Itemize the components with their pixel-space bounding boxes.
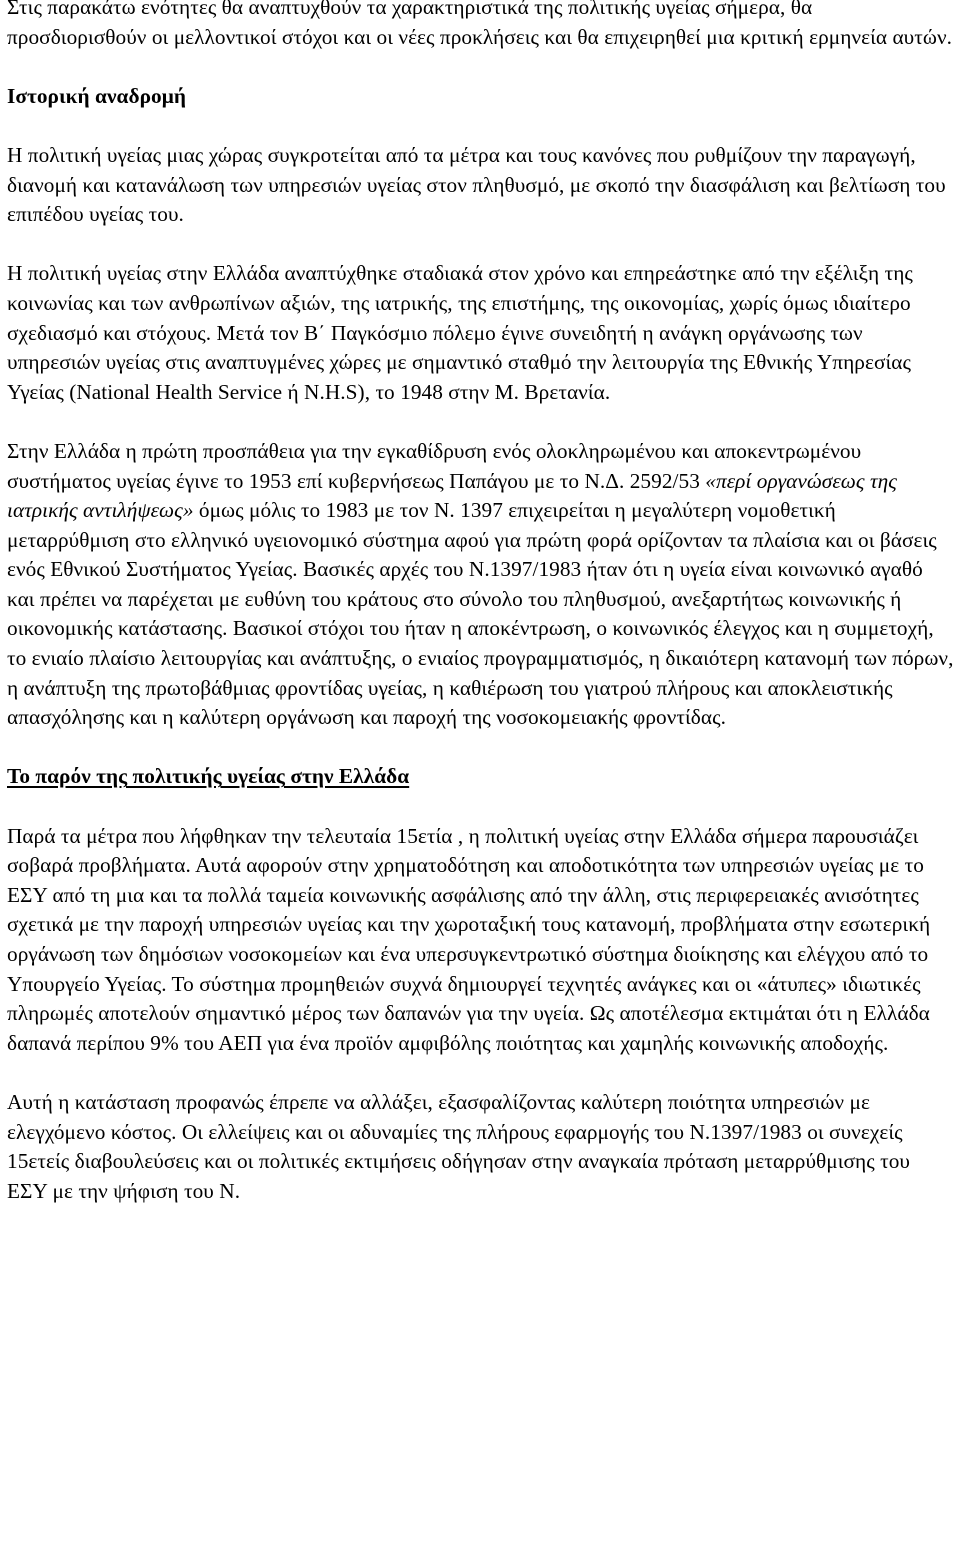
history-paragraph-3-part-a: Στην Ελλάδα η πρώτη προσπάθεια για την εγκαθίδρυση ενός ολοκληρωμένου και αποκεντρωμένου συστήματος υγείας έγινε το 1953 επί κυβερνήσεως Παπάγου με το Ν.Δ. 2592/53 (7, 438, 862, 493)
history-paragraph-2: Η πολιτική υγείας στην Ελλάδα αναπτύχθηκε σταδιακά στον χρόνο και επηρεάστηκε από την εξέλιξη της κοινωνίας και των ανθρωπίνων αξιών, της ιατρικής, της επιστήμης, της οικονομίας, χωρίς όμως ιδιαίτερο σχεδιασμό και στόχους. Μετά τον Β΄ Παγκόσμιο πόλεμο έγινε συνειδητή η ανάγκη οργάνωσης των υπηρεσιών υγείας στις αναπτυγμένες χώρες με σημαντικό σταθμό την λειτουργία της Εθνικής Υπηρεσίας Υγείας (National Health Service ή N.H.S), το 1948 στην Μ. Βρετανία. (7, 261, 913, 404)
present-paragraph-2: Αυτή η κατάσταση προφανώς έπρεπε να αλλάξει, εξασφαλίζοντας καλύτερη ποιότητα υπηρεσιών με ελεγχόμενο κόστος. Οι ελλείψεις και οι αδυναμίες της πλήρους εφαρμογής του Ν.1397/1983 οι συνεχείς 15ετείς διαβουλεύσεις και οι πολιτικές εκτιμήσεις οδήγησαν στην αναγκαία πρόταση μεταρρύθμισης του ΕΣΥ με την ψήφιση του Ν. (7, 1089, 911, 1203)
present-paragraph-1: Παρά τα μέτρα που λήφθηκαν την τελευταία 15ετία , η πολιτική υγείας στην Ελλάδα σήμερα παρουσιάζει σοβαρά προβλήματα. Αυτά αφορούν στην χρηματοδότηση και αποδοτικότητα των υπηρεσιών υγείας με το ΕΣΥ από τη μια και τα πολλά ταμεία κοινωνικής ασφάλισης από την άλλη, στις περιφερειακές ανισότητες σχετικά με την παροχή υπηρεσιών υγείας και την χωροταξική τους κατανομή, προβλήματα στην εσωτερική οργάνωση των δημόσιων νοσοκομείων και ένα υπερσυγκεντρωτικό σύστημα διοίκησης και ελέγχου από το Υπουργείο Υγείας. Το σύστημα προμηθειών συχνά δημιουργεί τεχνητές ανάγκες και οι «άτυπες» ιδιωτικές πληρωμές αποτελούν σημαντικό μέρος των δαπανών για την υγεία. Ως αποτέλεσμα εκτιμάται ότι η Ελλάδα δαπανά περίπου 9% του ΑΕΠ για ένα προϊόν αμφιβόλης ποιότητας και χαμηλής κοινωνικής αποδοχής. (7, 823, 931, 1055)
section-heading-history: Ιστορική αναδρομή (7, 83, 186, 108)
law-title-italic: «περί οργανώσεως της ιατρικής αντιλήψεως» (7, 468, 897, 523)
section-heading-present: Το παρόν της πολιτικής υγείας στην Ελλάδα (7, 764, 410, 789)
history-paragraph-1: Η πολιτική υγείας μιας χώρας συγκροτείται από τα μέτρα και τους κανόνες που ρυθμίζουν την παραγωγή, διανομή και κατανάλωση των υπηρεσιών υγείας στον πληθυσμό, με σκοπό την διασφάλιση και βελτίωση του επιπέδου υγείας του. (7, 142, 946, 227)
history-paragraph-3 (7, 437, 955, 733)
intro-paragraph: Στις παρακάτω ενότητες θα αναπτυχθούν τα χαρακτηριστικά της πολιτικής υγείας σήμερα, θα προσδιορισθούν οι μελλοντικοί στόχοι και οι νέες προκλήσεις και θα επιχειρηθεί μια κριτική ερμηνεία αυτών. (7, 0, 953, 49)
history-paragraph-3-part-b: όμως μόλις το 1983 με τον Ν. 1397 επιχειρείται η μεγαλύτερη νομοθετική μεταρρύθμιση στο ελληνικό υγειονομικό σύστημα αφού για πρώτη φορά ορίζονταν τα πλαίσια και οι βάσεις ενός Εθνικού Συστήματος Υγείας. Βασικές αρχές του Ν.1397/1983 ήταν ότι η υγεία είναι κοινωνικό αγαθό και πρέπει να παρέχεται με ευθύνη του κράτους στο σύνολο του πληθυσμού, ανεξαρτήτως κοινωνικής ή οικονομικής κατάστασης. Βασικοί στόχοι του ήταν η αποκέντρωση, ο κοινωνικός έλεγχος και η συμμετοχή, το ενιαίο πλαίσιο λειτουργίας και ανάπτυξης, ο ενιαίος προγραμματισμός, η δικαιότερη κατανομή των πόρων, η ανάπτυξη της πρωτοβάθμιας φροντίδας υγείας, η καθιέρωση του γιατρού πλήρους και αποκλειστικής απασχόλησης και η καλύτερη οργάνωση και παροχή της νοσοκομειακής φροντίδας. (7, 498, 954, 730)
